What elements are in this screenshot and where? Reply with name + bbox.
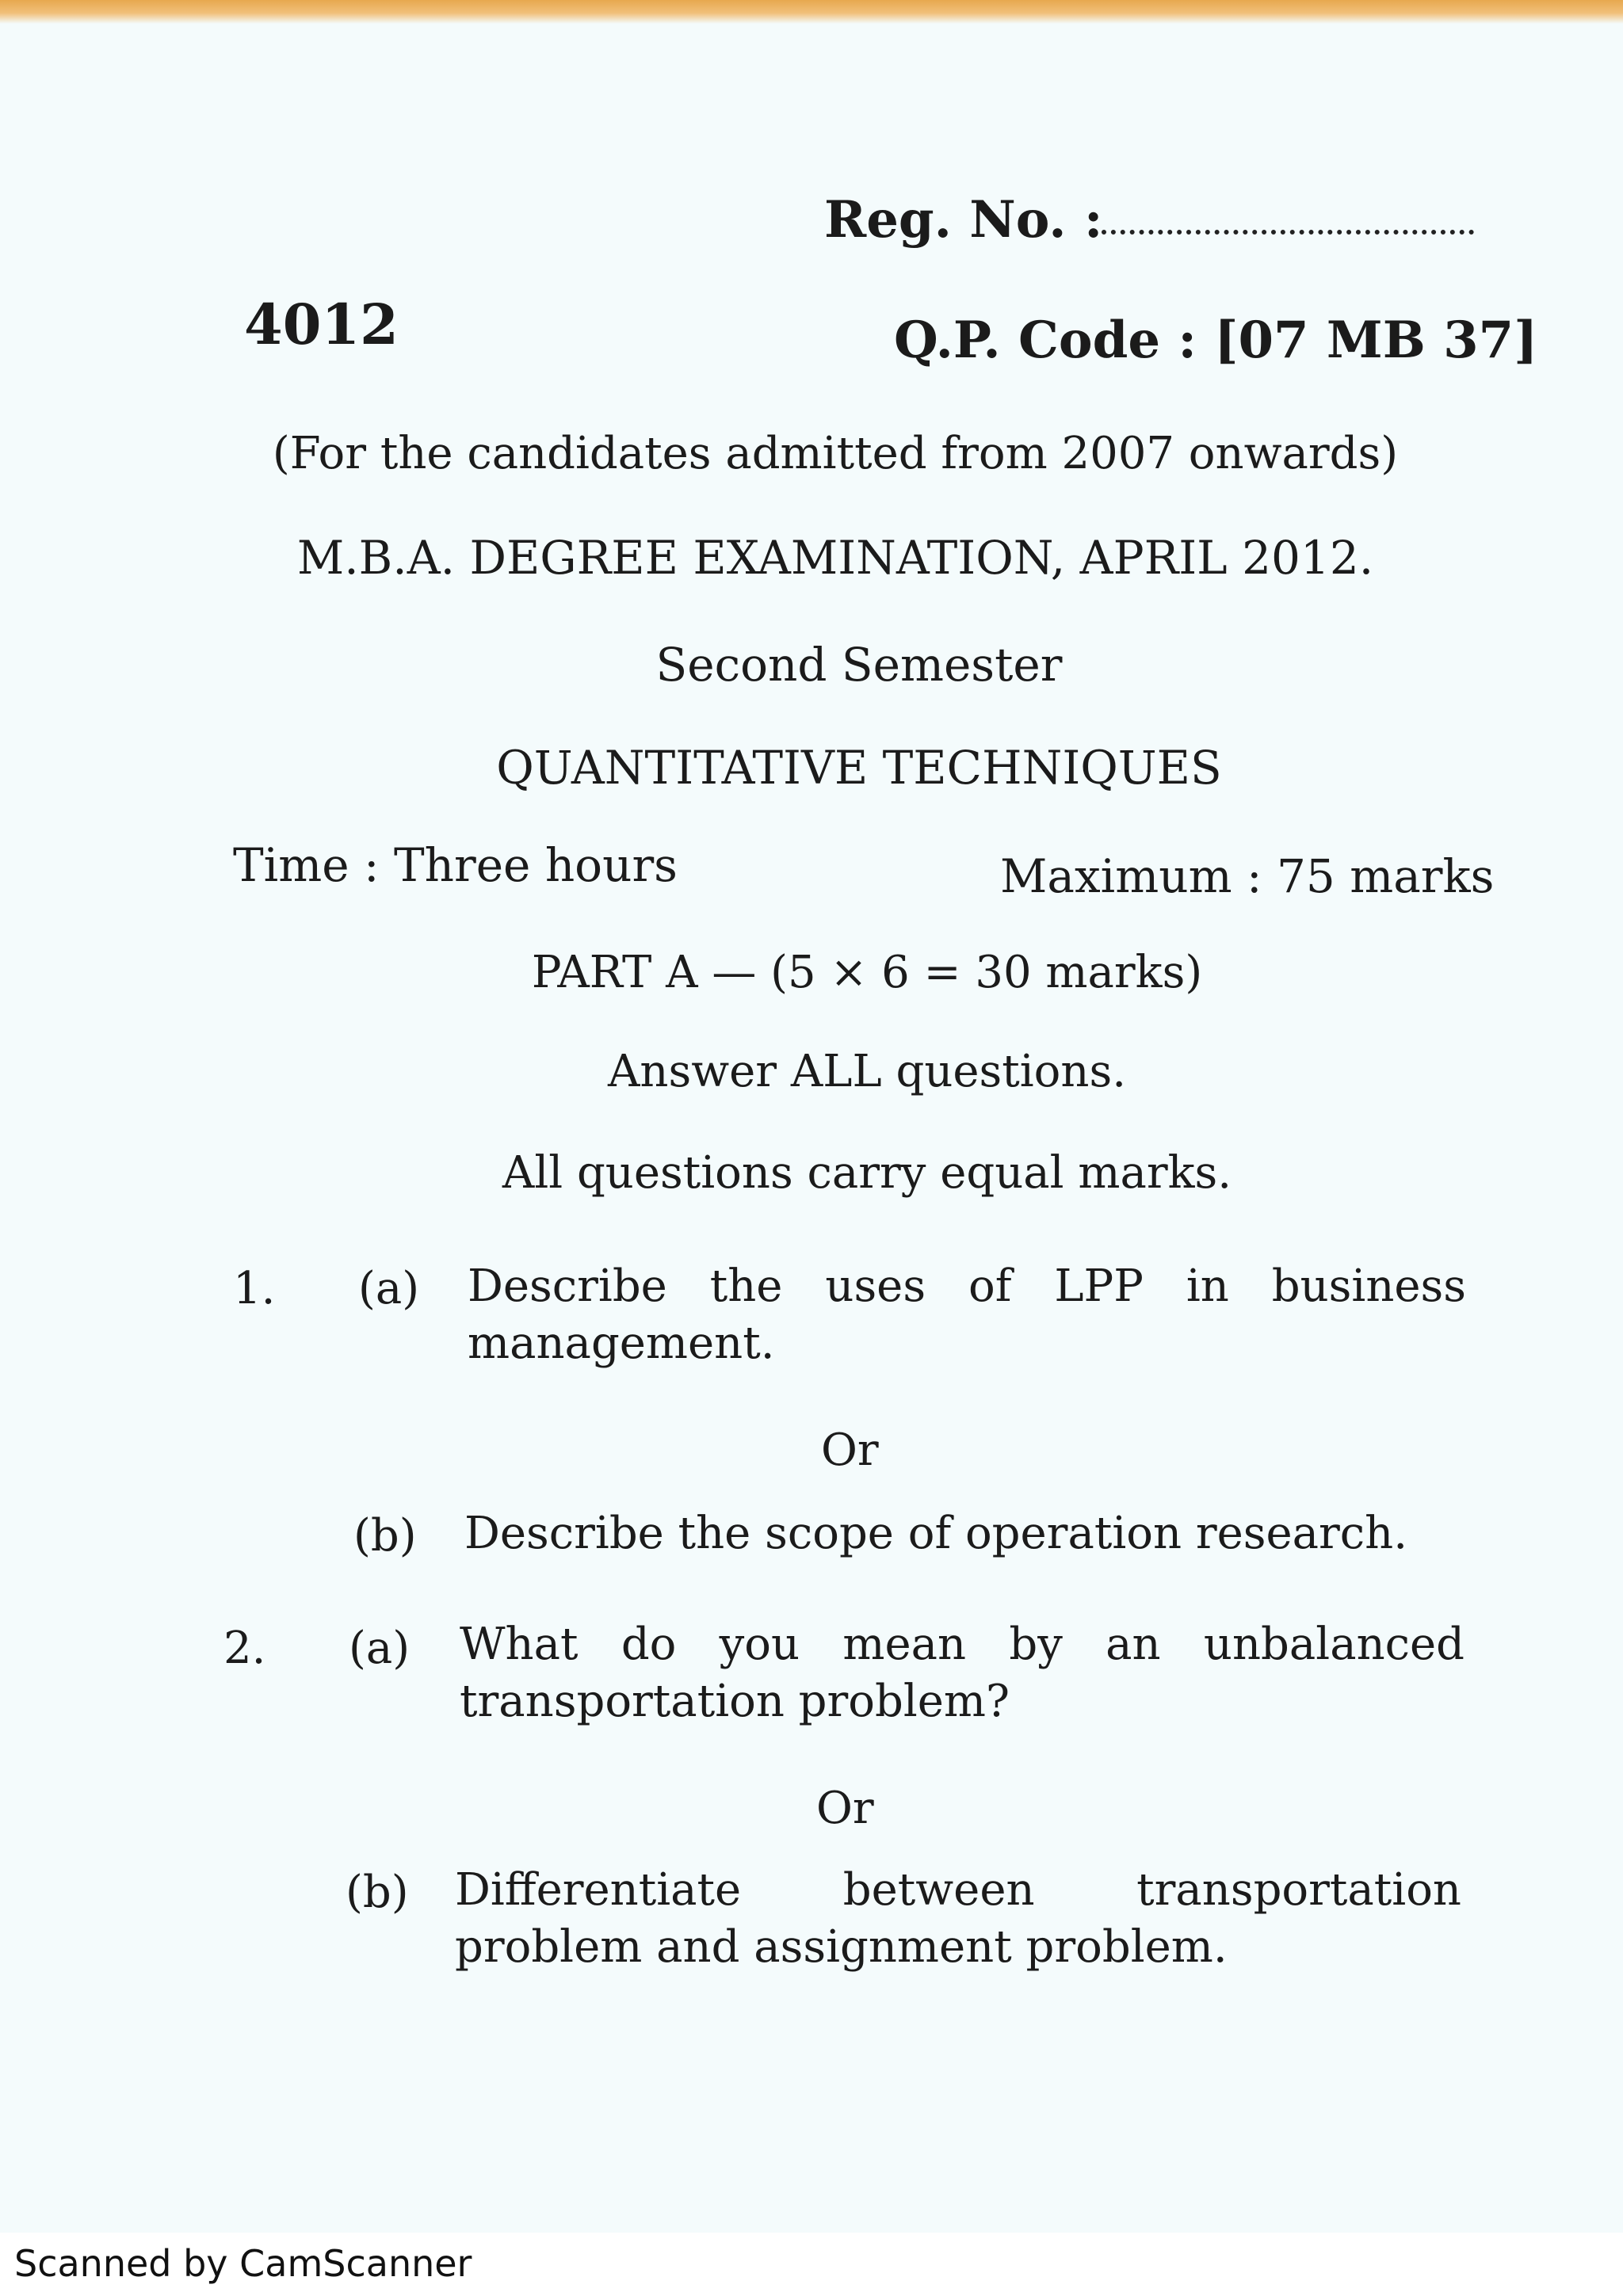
reg-no-label: Reg. No. : [824, 190, 1103, 250]
question-number: 1. [233, 1263, 276, 1314]
instruction-equal-marks: All questions carry equal marks. [502, 1147, 1232, 1199]
semester: Second Semester [655, 638, 1063, 692]
admission-note: (For the candidates admitted from 2007 onwards) [272, 428, 1399, 479]
or-separator: Or [821, 1425, 879, 1476]
exam-title: M.B.A. DEGREE EXAMINATION, APRIL 2012. [296, 531, 1374, 585]
question-text: Describe the scope of operation research. [464, 1508, 1407, 1559]
subject-title: QUANTITATIVE TECHNIQUES [496, 741, 1222, 795]
question-part-label: (a) [349, 1623, 411, 1674]
exam-time: Time : Three hours [233, 838, 678, 892]
qp-code: Q.P. Code : [07 MB 37] [894, 311, 1538, 370]
maximum-marks: Maximum : 75 marks [1000, 849, 1495, 903]
paper-number: 4012 [244, 292, 399, 357]
scanner-footer [0, 2233, 1623, 2296]
part-a-heading: PART A — (5 × 6 = 30 marks) [531, 947, 1203, 998]
question-number: 2. [223, 1623, 266, 1674]
question-text: What do you mean by an unbalanced transportation problem? [460, 1619, 1465, 1727]
question-part-label: (b) [353, 1510, 417, 1562]
instruction-answer-all: Answer ALL questions. [607, 1046, 1127, 1097]
question-text: Describe the uses of LPP in business management. [468, 1261, 1466, 1369]
question-part-label: (a) [358, 1263, 420, 1314]
scanner-watermark: Scanned by CamScanner [14, 2242, 472, 2285]
or-separator: Or [816, 1783, 874, 1834]
scan-edge-band [0, 0, 1623, 24]
question-part-label: (b) [346, 1867, 409, 1918]
reg-no-blank-line [1102, 230, 1474, 235]
question-text: Differentiate between transportation problem and assignment problem. [455, 1864, 1461, 1973]
